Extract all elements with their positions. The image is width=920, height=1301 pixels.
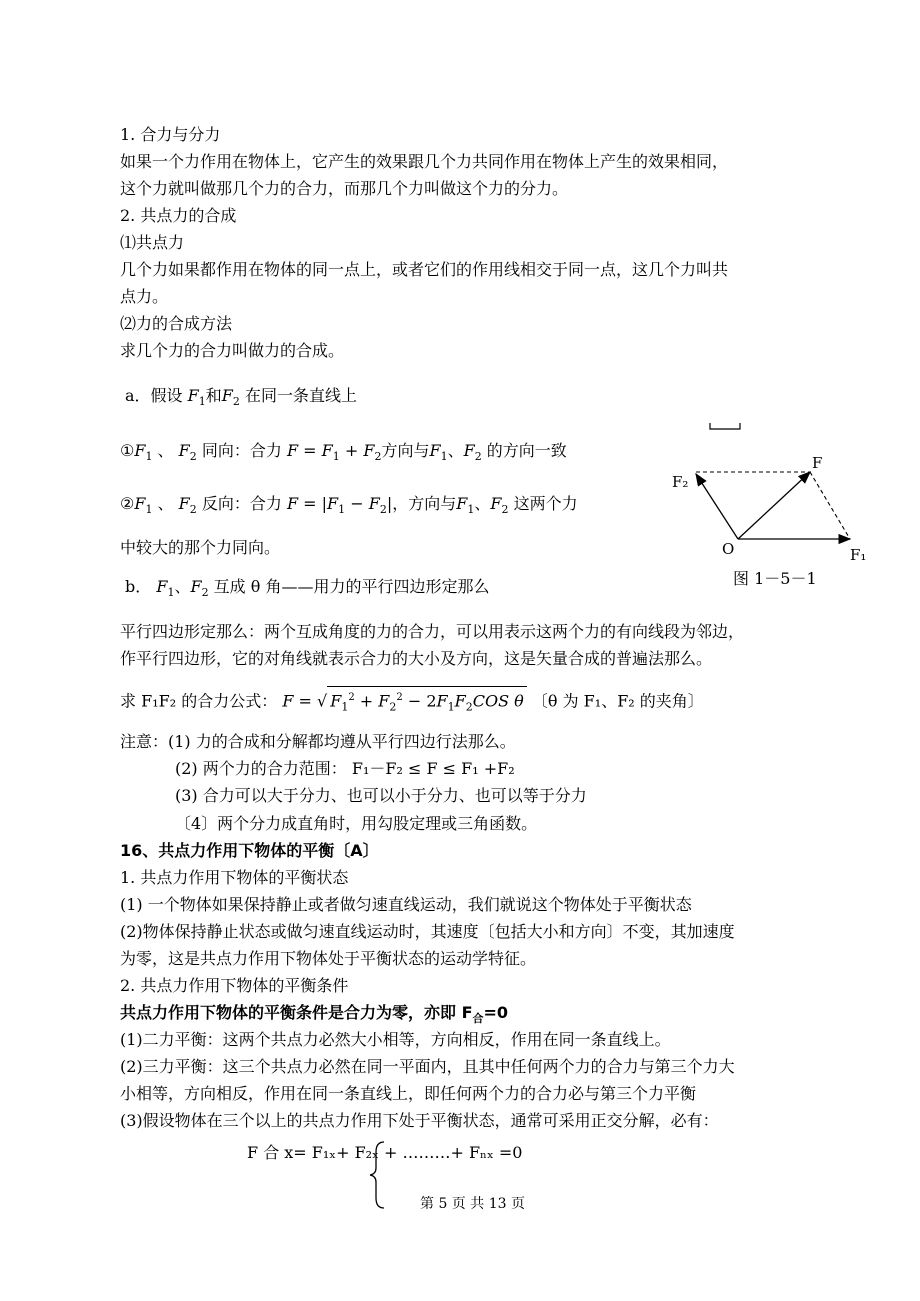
section-heading: 16、共点力作用下物体的平衡〔A〕: [120, 841, 379, 860]
page-footer: 第 5 页 共 13 页: [420, 1196, 525, 1212]
text-line: 为零，这是共点力作用下物体处于平衡状态的运动学特征。: [120, 949, 537, 968]
bracket-mark: [710, 423, 740, 429]
vector-F: [738, 472, 810, 539]
label-O: O: [722, 540, 735, 558]
text-line: (1) 一个物体如果保持静止或者做匀速直线运动，我们就说这个物体处于平衡状态: [120, 895, 692, 914]
note-2: (2) 两个力的合力范围： F₁－F₂ ≤ F ≤ F₁ +F₂: [175, 759, 515, 778]
heading-2: 2. 共点力的合成: [120, 206, 237, 225]
subheading: ⑵力的合成方法: [120, 314, 233, 333]
note-3: (3) 合力可以大于分力、也可以小于分力、也可以等于分力: [175, 786, 587, 805]
text-line: (1)二力平衡：这两个共点力必然大小相等，方向相反，作用在同一条直线上。: [120, 1030, 671, 1049]
heading-1: 1. 合力与分力: [120, 125, 221, 144]
text-line: 中较大的那个力同向。: [120, 538, 281, 557]
case-opposite-direction: $②F_1$ 、 $F_2$ 反向：合力 $F = |F_1 - F_2|$，方向与$F_1$、$F_2$ 这两个力: [120, 494, 578, 517]
label-F: F: [812, 454, 823, 472]
formula-line: 求 F₁F₂ 的合力公式： F = √ $F_1^2 + F_2^2 - 2F_1F_2COS$ θ 〔θ 为 F₁、F₂ 的夹角〕: [120, 686, 704, 719]
text-line: 2. 共点力作用下物体的平衡条件: [120, 976, 349, 995]
text-line: (2)物体保持静止状态或做匀速直线运动时，其速度〔包括大小和方向〕不变，其加速度: [120, 922, 735, 941]
text-line: (3)假设物体在三个以上的共点力作用下处于平衡状态，通常可采用正交分解，必有：: [120, 1111, 719, 1130]
case-b: b． $F_1$、$F_2$ 互成 θ 角——用力的平行四边形定那么: [125, 577, 490, 600]
equation: F 合 x= F₁ₓ+ F₂ₓ + ………+ Fₙₓ =0: [247, 1143, 523, 1162]
text-line: 平行四边形定那么：两个互成角度的力的合力，可以用表示这两个力的有向线段为邻边，: [120, 622, 745, 641]
brace: [368, 1140, 388, 1210]
note-1: 注意：(1) 力的合成和分解都均遵从平行四边行法那么。: [120, 732, 516, 751]
text-line: (2)三力平衡：这三个共点力必然在同一平面内，且其中任何两个力的合力与第三个力大: [120, 1057, 735, 1076]
text-line: 1. 共点力作用下物体的平衡状态: [120, 868, 349, 887]
figure-caption: 图 1－5－1: [733, 569, 817, 588]
text-line: 求几个力的合力叫做力的合成。: [120, 341, 345, 360]
case-same-direction: $①F_1$ 、 $F_2$ 同向：合力 $F = F_1 + F_2$方向与$F_1$、$F_2$ 的方向一致: [120, 441, 567, 464]
force-diagram: [660, 420, 880, 590]
bold-condition: 共点力作用下物体的平衡条件是合力为零，亦即 $F_合=0$: [120, 1003, 509, 1026]
text-line: 作平行四边形，它的对角线就表示合力的大小及方向，这是矢量合成的普遍法那么。: [120, 649, 713, 668]
text-line: 这个力就叫做那几个力的合力，而那几个力叫做这个力的分力。: [120, 179, 569, 198]
text-line: 小相等，方向相反，作用在同一条直线上，即任何两个力的合力必与第三个力平衡: [120, 1084, 697, 1103]
label-F1: F₁: [850, 546, 867, 564]
note-4: 〔4〕两个分力成直角时，用勾股定理或三角函数。: [175, 814, 538, 833]
text-line: 几个力如果都作用在物体的同一点上，或者它们的作用线相交于同一点，这几个力叫共: [120, 260, 729, 279]
case-a: a．假设 $F_1$和$F_2$ 在同一条直线上: [125, 386, 357, 409]
subheading: ⑴共点力: [120, 233, 185, 252]
dashed-right: [810, 472, 850, 539]
vector-F2: [696, 474, 738, 539]
text-line: 如果一个力作用在物体上，它产生的效果跟几个力共同作用在物体上产生的效果相同，: [120, 152, 729, 171]
text-line: 点力。: [120, 287, 169, 306]
label-F2: F₂: [672, 473, 689, 491]
